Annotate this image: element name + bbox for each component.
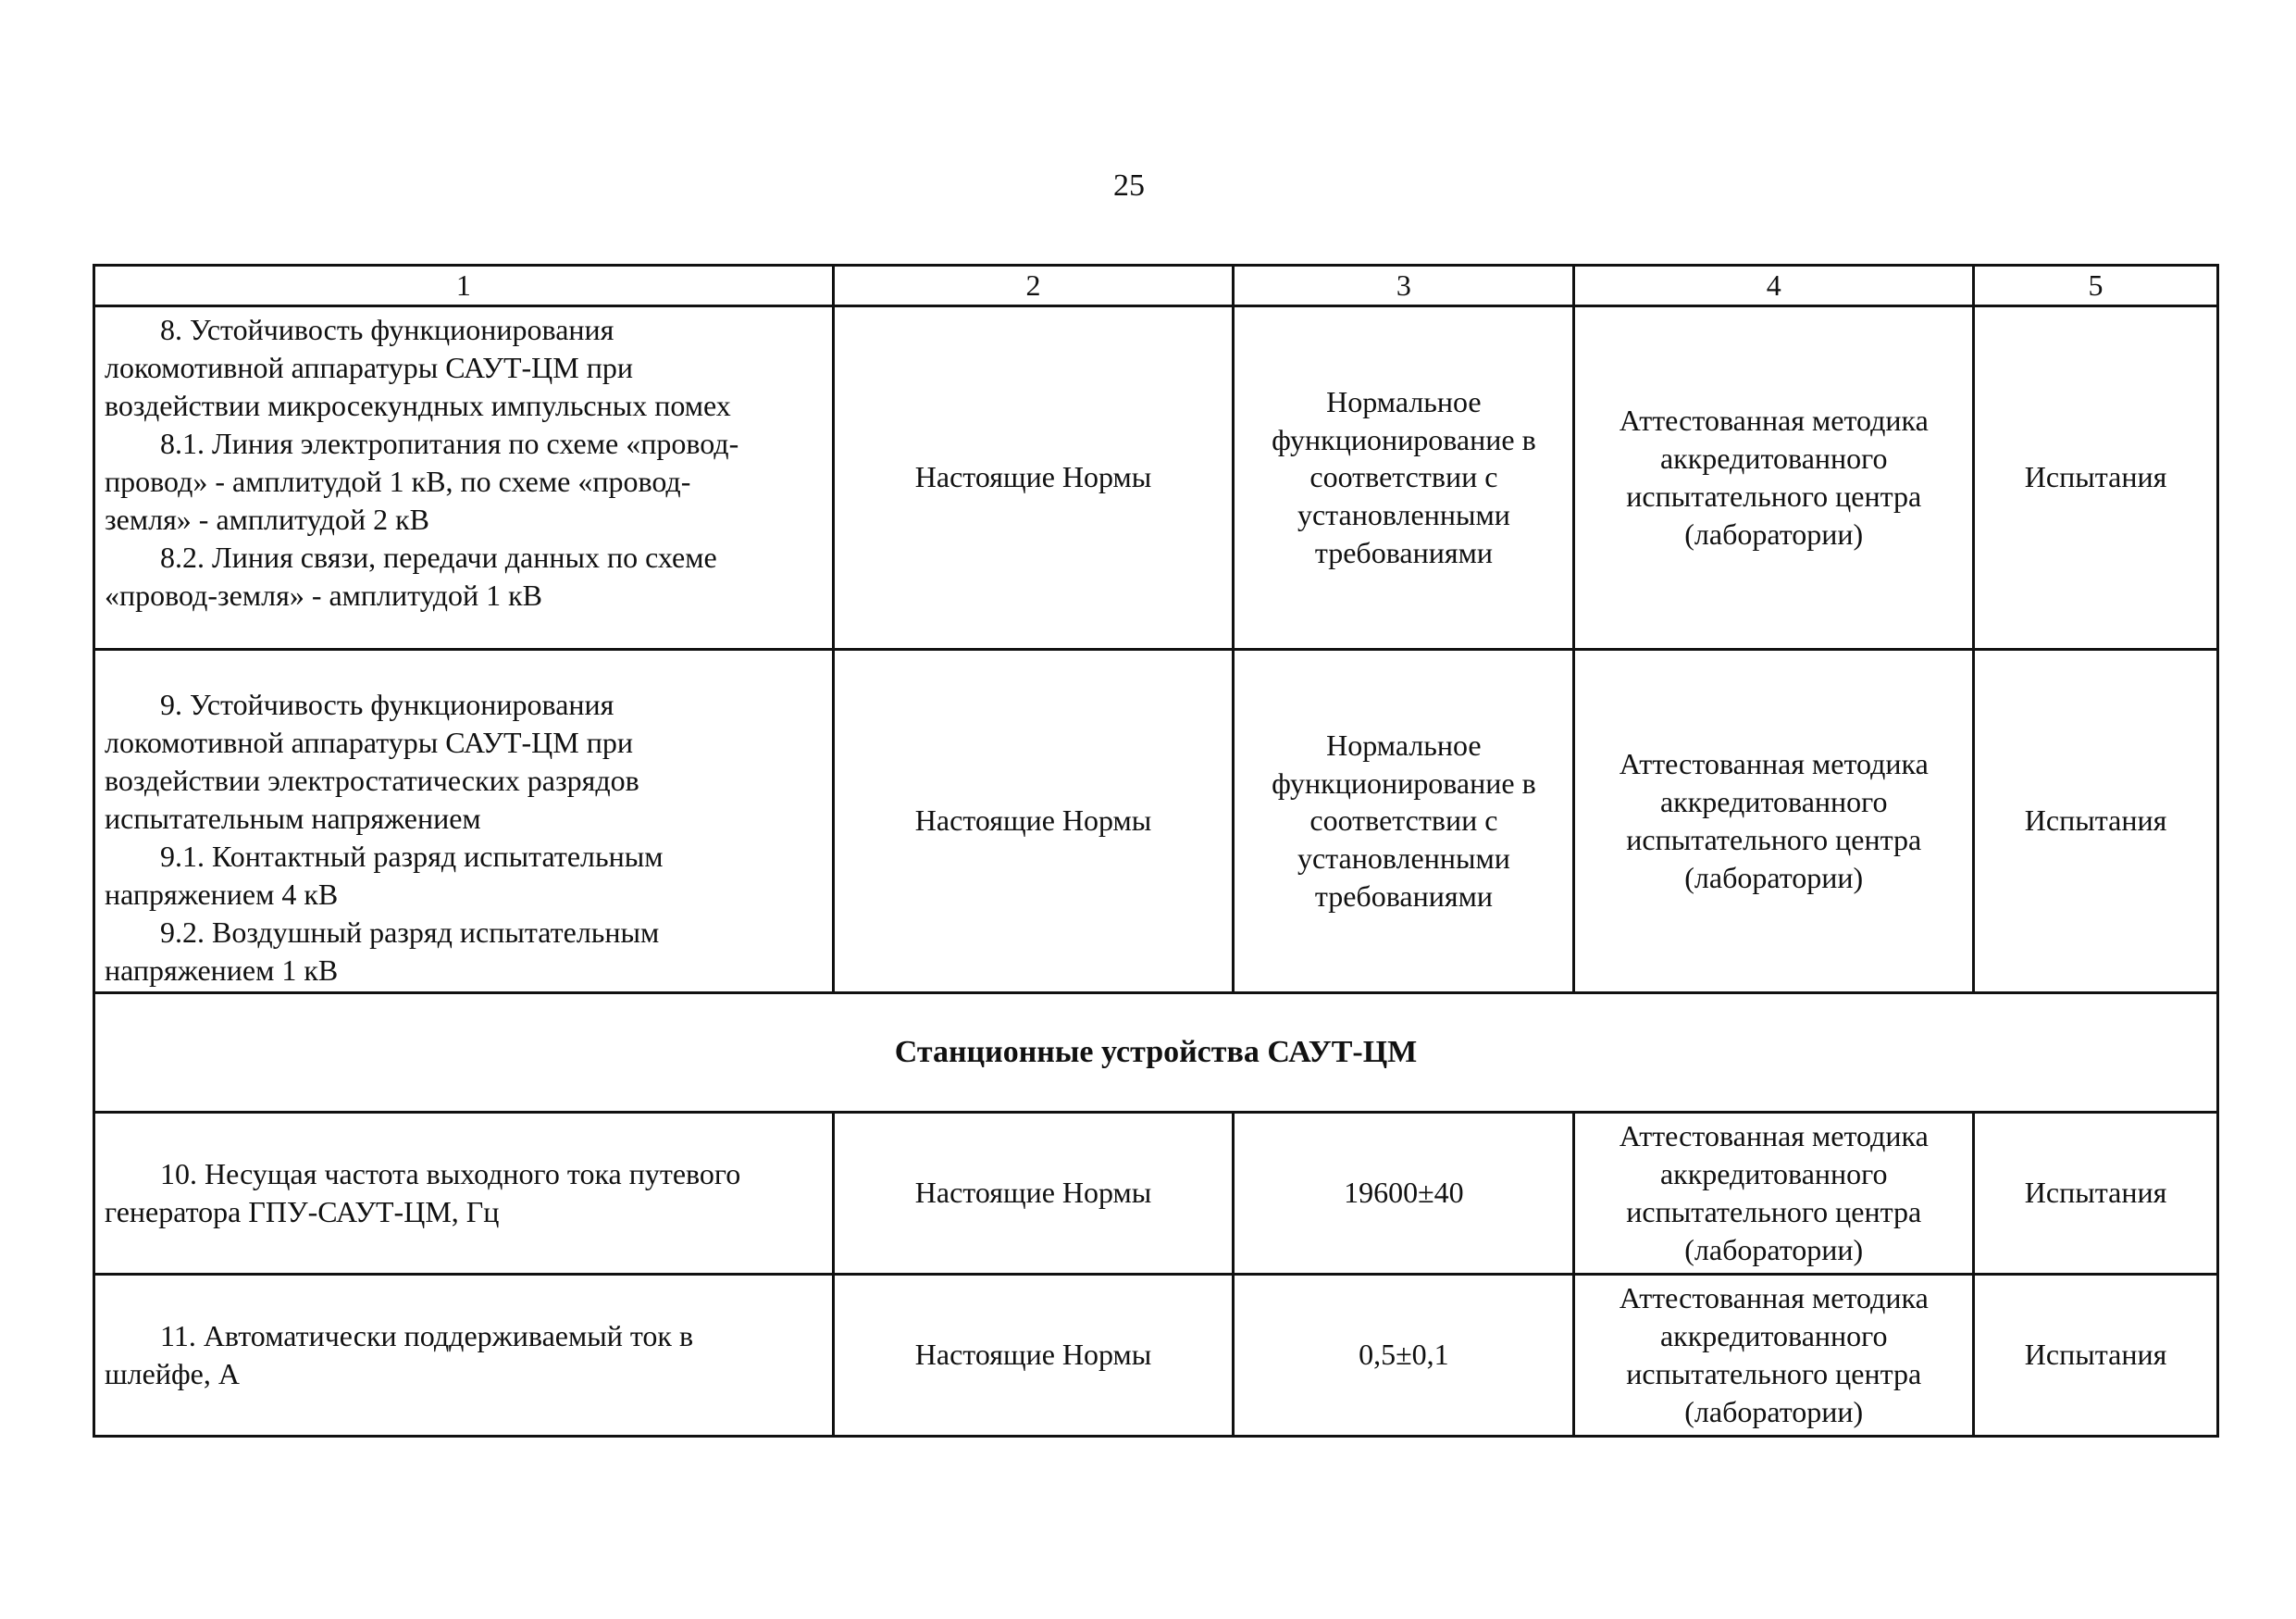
- normative-doc-cell: Настоящие Нормы: [833, 1274, 1234, 1436]
- method-line: испытательного центра: [1626, 822, 1922, 856]
- check-type-cell: Испытания: [1974, 305, 2218, 649]
- normative-doc-cell: Настоящие Нормы: [833, 305, 1234, 649]
- norm-line: Нормальное: [1326, 728, 1482, 762]
- page-number: 25: [1113, 168, 1145, 203]
- method-line: испытательного центра: [1626, 1194, 1922, 1228]
- requirement-line: локомотивной аппаратуры САУТ-ЦМ при: [105, 726, 633, 760]
- requirement-line: генератора ГПУ-САУТ-ЦМ, Гц: [105, 1194, 500, 1228]
- norms-table: [93, 264, 2219, 1438]
- requirement-cell: [94, 649, 834, 992]
- column-header-4: 4: [1574, 266, 1974, 306]
- requirement-line: шлейфе, А: [105, 1356, 240, 1390]
- method-line: испытательного центра: [1626, 479, 1922, 513]
- check-type-cell: Испытания: [1974, 649, 2218, 992]
- method-line: Аттестованная методика: [1619, 1280, 1929, 1314]
- method-line: (лаборатории): [1684, 1394, 1864, 1428]
- column-header-2: 2: [833, 266, 1234, 306]
- norm-line: соответствии с: [1309, 460, 1498, 494]
- method-cell: [1574, 1274, 1974, 1436]
- method-cell: [1574, 1112, 1974, 1274]
- method-line: (лаборатории): [1684, 1232, 1864, 1266]
- column-header-3: 3: [1234, 266, 1574, 306]
- requirement-line: 8.1. Линия электропитания по схеме «провод-: [160, 426, 739, 460]
- norm-value-cell: [1234, 649, 1574, 992]
- requirement-cell: [94, 1274, 834, 1436]
- section-row: [94, 992, 2218, 1112]
- requirement-line: локомотивной аппаратуры САУТ-ЦМ при: [105, 350, 633, 384]
- norm-line: Нормальное: [1326, 384, 1482, 418]
- norm-line: функционирование в: [1272, 422, 1536, 456]
- norm-value-cell: [1234, 305, 1574, 649]
- method-line: аккредитованного: [1659, 1156, 1888, 1190]
- method-line: (лаборатории): [1684, 860, 1864, 894]
- check-type-cell: Испытания: [1974, 1274, 2218, 1436]
- requirement-cell: [94, 1112, 834, 1274]
- method-line: аккредитованного: [1659, 442, 1888, 475]
- requirement-line: напряжением 4 кВ: [105, 878, 339, 912]
- requirement-line: 11. Автоматически поддерживаемый ток в: [160, 1318, 694, 1352]
- norm-line: функционирование в: [1272, 766, 1536, 800]
- requirement-line: провод» - амплитудой 1 кВ, по схеме «провод-: [105, 464, 691, 498]
- requirement-cell: [94, 305, 834, 649]
- requirement-line: 9.1. Контактный разряд испытательным: [160, 840, 664, 874]
- section-title: Станционные устройства САУТ-ЦМ: [94, 992, 2218, 1112]
- table-row-11: [94, 1274, 2218, 1436]
- method-line: (лаборатории): [1684, 517, 1864, 551]
- requirement-line: испытательным напряжением: [105, 802, 481, 836]
- requirement-line: 8. Устойчивость функционирования: [160, 312, 614, 346]
- normative-doc-cell: Настоящие Нормы: [833, 1112, 1234, 1274]
- requirement-line: воздействии микросекундных импульсных помех: [105, 388, 731, 422]
- method-cell: [1574, 305, 1974, 649]
- method-line: Аттестованная методика: [1619, 404, 1929, 438]
- norm-value-cell: 0,5±0,1: [1234, 1274, 1574, 1436]
- requirement-line: «провод-земля» - амплитудой 1 кВ: [105, 578, 542, 612]
- method-line: Аттестованная методика: [1619, 747, 1929, 781]
- table-row-9: [94, 649, 2218, 992]
- norm-line: установленными: [1297, 841, 1510, 876]
- check-type-cell: Испытания: [1974, 1112, 2218, 1274]
- norm-line: соответствии с: [1309, 803, 1498, 838]
- norm-value-cell: 19600±40: [1234, 1112, 1574, 1274]
- column-header-5: 5: [1974, 266, 2218, 306]
- requirement-line: напряжением 1 кВ: [105, 953, 339, 987]
- method-line: испытательного центра: [1626, 1356, 1922, 1390]
- method-line: аккредитованного: [1659, 785, 1888, 818]
- requirement-line: 10. Несущая частота выходного тока путевого: [160, 1156, 741, 1190]
- norm-line: требованиями: [1314, 536, 1493, 570]
- table-row-8: [94, 305, 2218, 649]
- table-row-10: [94, 1112, 2218, 1274]
- column-header-1: 1: [94, 266, 834, 306]
- requirement-line: 9. Устойчивость функционирования: [160, 688, 614, 722]
- requirement-line: 8.2. Линия связи, передачи данных по схеме: [160, 540, 717, 574]
- norm-line: установленными: [1297, 498, 1510, 532]
- requirement-line: земля» - амплитудой 2 кВ: [105, 502, 429, 536]
- normative-doc-cell: Настоящие Нормы: [833, 649, 1234, 992]
- requirement-line: 9.2. Воздушный разряд испытательным: [160, 915, 660, 950]
- requirement-line: воздействии электростатических разрядов: [105, 764, 639, 798]
- method-cell: [1574, 649, 1974, 992]
- method-line: Аттестованная методика: [1619, 1118, 1929, 1152]
- method-line: аккредитованного: [1659, 1318, 1888, 1352]
- norm-line: требованиями: [1314, 879, 1493, 914]
- table-header-row: [94, 266, 2218, 306]
